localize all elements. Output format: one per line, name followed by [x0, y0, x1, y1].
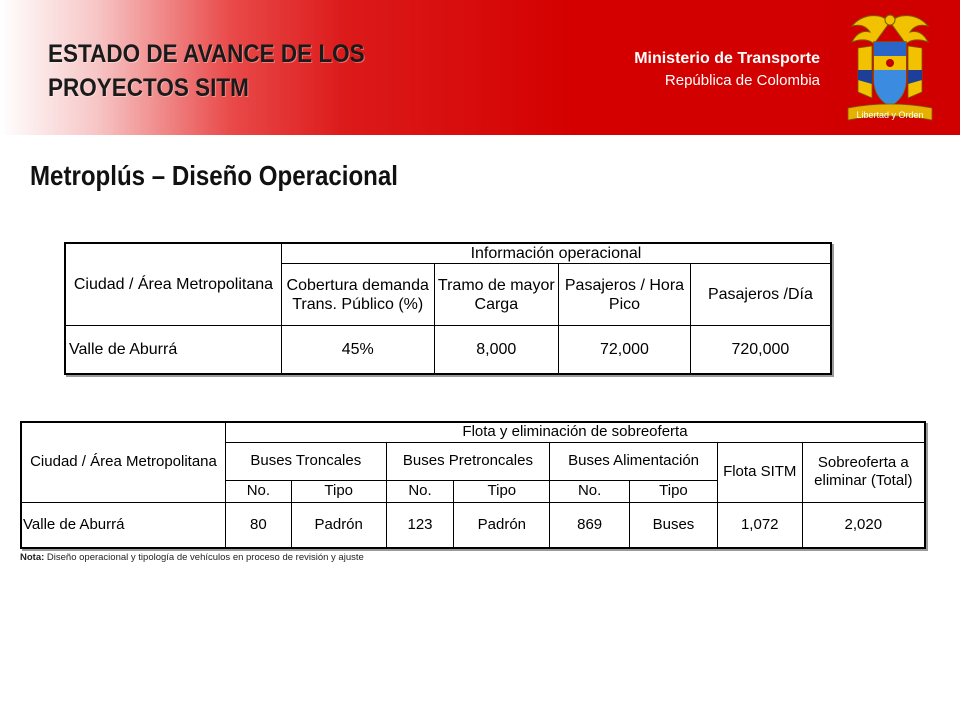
operational-info-table: [64, 242, 832, 375]
city-cell: Valle de Aburrá: [21, 502, 225, 548]
value-cobertura: 45%: [281, 326, 434, 374]
seal-motto: Libertad y Orden: [856, 110, 924, 120]
header-troncales-tipo: Tipo: [291, 480, 386, 502]
city-cell: Valle de Aburrá: [65, 326, 281, 374]
value-troncales-no: 80: [225, 502, 291, 548]
value-pretroncales-tipo: Padrón: [454, 502, 550, 548]
ministry-block: [634, 48, 820, 92]
ministry-name: Ministerio de Transporte: [634, 50, 820, 67]
header-pasajeros-dia: Pasajeros /Día: [690, 264, 831, 326]
header-buses-pretroncales: Buses Pretroncales: [386, 442, 550, 480]
section-title: Metroplús – Diseño Operacional: [30, 160, 398, 191]
header-flota-sitm: Flota SITM: [717, 442, 802, 502]
value-troncales-tipo: Padrón: [291, 502, 386, 548]
value-sobreoferta: 2,020: [802, 502, 925, 548]
header-pasajeros-hora: Pasajeros / Hora Pico: [559, 264, 691, 326]
header-sobreoferta: Sobreoferta a eliminar (Total): [802, 442, 925, 502]
header-city-cell: Ciudad / Área Metropolitana: [21, 422, 225, 502]
footnote: [20, 552, 364, 563]
header-alimentacion-tipo: Tipo: [630, 480, 718, 502]
table-row: [65, 326, 831, 374]
header-info-operacional: Información operacional: [281, 243, 831, 264]
value-alimentacion-no: 869: [550, 502, 630, 548]
header-troncales-no: No.: [225, 480, 291, 502]
value-tramo: 8,000: [434, 326, 559, 374]
value-pasajeros-dia: 720,000: [690, 326, 831, 374]
value-pretroncales-no: 123: [386, 502, 454, 548]
value-alimentacion-tipo: Buses: [630, 502, 718, 548]
table-row: [21, 422, 925, 442]
header-city-cell: Ciudad / Área Metropolitana: [65, 243, 281, 326]
footnote-label: Nota:: [20, 552, 45, 563]
header-buses-alimentacion: Buses Alimentación: [550, 442, 718, 480]
header-banner: [0, 0, 960, 135]
page-title: [48, 37, 408, 105]
header-pretroncales-tipo: Tipo: [454, 480, 550, 502]
header-flota-sobreoferta: Flota y eliminación de sobreoferta: [225, 422, 925, 442]
table-row: [65, 243, 831, 264]
fleet-table: [20, 421, 926, 549]
ministry-country: República de Colombia: [664, 72, 820, 89]
value-flota-sitm: 1,072: [717, 502, 802, 548]
footnote-text: Diseño operacional y tipología de vehículos en proceso de revisión y ajuste: [44, 552, 364, 563]
page-title-line-2: PROYECTOS SITM: [48, 74, 249, 102]
header-buses-troncales: Buses Troncales: [225, 442, 386, 480]
page-title-line-1: ESTADO DE AVANCE DE LOS: [48, 40, 365, 68]
header-tramo: Tramo de mayor Carga: [434, 264, 559, 326]
header-cobertura: Cobertura demanda Trans. Público (%): [281, 264, 434, 326]
colombia-coat-of-arms-icon: [840, 8, 940, 128]
value-pasajeros-hora: 72,000: [559, 326, 691, 374]
table-row: [21, 502, 925, 548]
header-alimentacion-no: No.: [550, 480, 630, 502]
header-pretroncales-no: No.: [386, 480, 454, 502]
